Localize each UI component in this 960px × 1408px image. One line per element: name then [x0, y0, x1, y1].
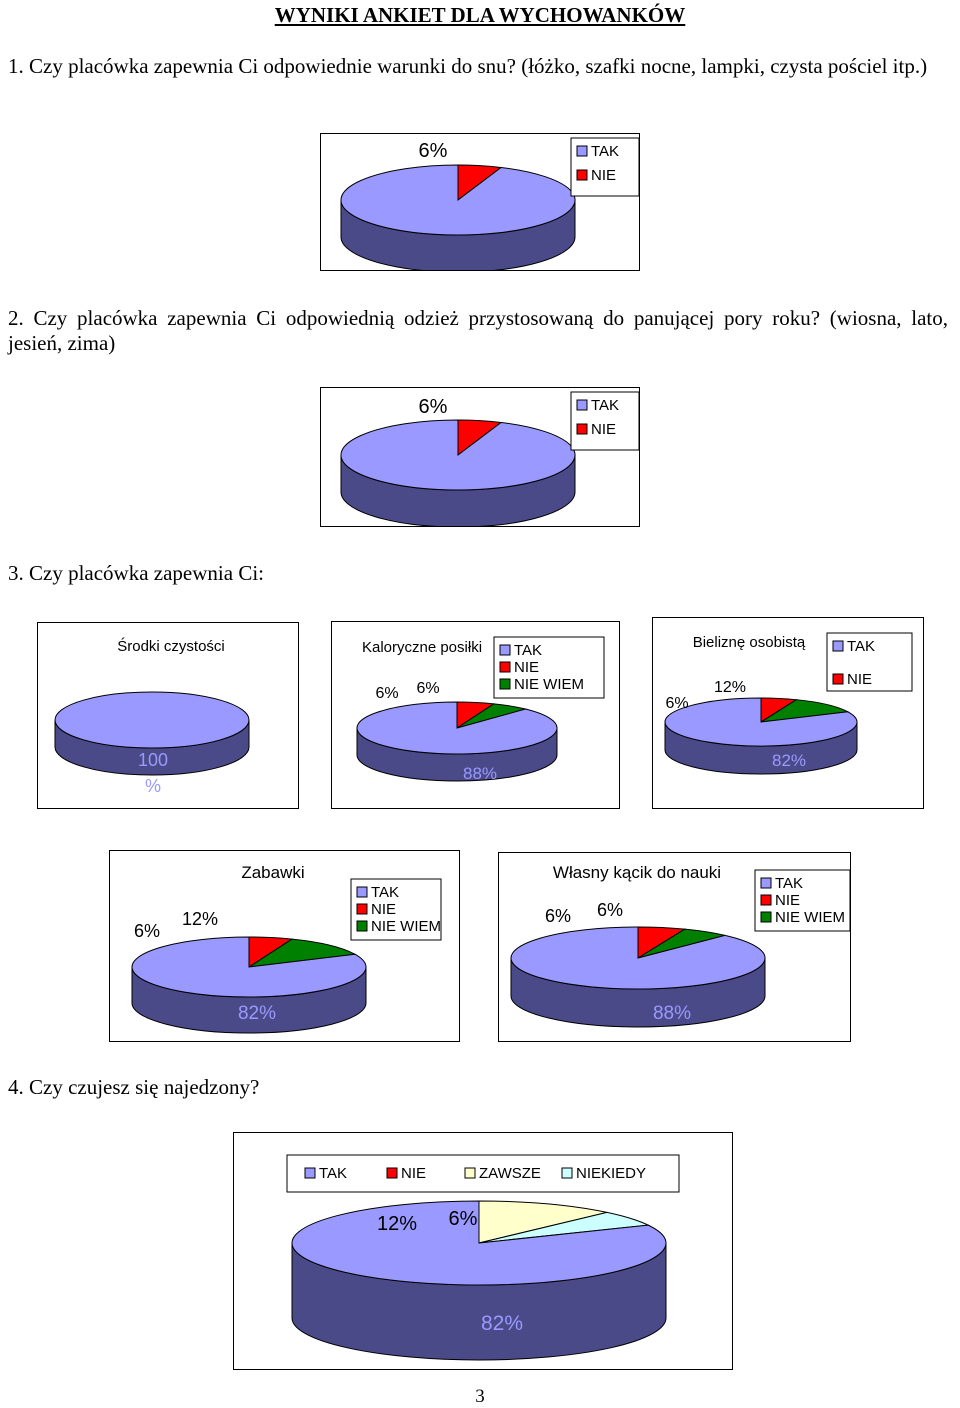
- data-label: 12%: [376, 1213, 418, 1235]
- data-label: 6%: [418, 396, 448, 418]
- legend-label: TAK: [514, 642, 543, 659]
- data-label: 6%: [416, 680, 440, 697]
- legend-swatch: [357, 921, 367, 931]
- legend-swatch: [833, 674, 843, 684]
- data-label: 94%: [446, 495, 486, 516]
- legend-label: TAK: [775, 875, 804, 892]
- pie-chart: [110, 851, 459, 1041]
- data-label: 82%: [771, 751, 807, 770]
- data-label: 12%: [181, 909, 219, 929]
- chart-title: Bieliznę osobistą: [692, 634, 806, 651]
- legend-swatch: [577, 424, 587, 434]
- data-label: 12%: [713, 679, 747, 696]
- data-label: 82%: [237, 1003, 277, 1024]
- chart-title: Środki czystości: [117, 638, 225, 655]
- legend-swatch: [465, 1168, 475, 1178]
- chart-4: [233, 1132, 733, 1370]
- legend-label: NIE WIEM: [371, 918, 441, 935]
- data-label: 88%: [652, 1003, 692, 1024]
- legend-label: NIE WIEM: [514, 676, 584, 693]
- legend-swatch: [761, 912, 771, 922]
- data-label: 6%: [544, 906, 572, 926]
- chart-3d: [109, 850, 460, 1042]
- chart-title: Zabawki: [241, 863, 305, 882]
- pie-slice-tak: [341, 165, 575, 235]
- question-1: 1. Czy placówka zapewnia Ci odpowiednie warunki do snu? (łóżko, szafki nocne, lampki, czysta pościel itp.): [8, 54, 928, 78]
- legend-swatch: [500, 662, 510, 672]
- legend-swatch: [357, 887, 367, 897]
- legend-label: NIE: [591, 421, 617, 438]
- legend-swatch: [577, 170, 587, 180]
- pie-slice-tak: [357, 702, 557, 754]
- page-title: WYNIKI ANKIET DLA WYCHOWANKÓW: [274, 3, 686, 27]
- legend-label: NIE WIEM: [775, 909, 845, 926]
- data-label: 6%: [133, 921, 161, 941]
- pie-chart: [234, 1133, 732, 1369]
- pie-slice-tak: [55, 692, 249, 748]
- chart-3c: [652, 617, 924, 809]
- legend-label: TAK: [591, 143, 620, 160]
- legend-swatch: [357, 904, 367, 914]
- pie-chart: [321, 388, 639, 526]
- legend-swatch: [500, 679, 510, 689]
- legend-swatch: [387, 1168, 397, 1178]
- data-label: %: [144, 776, 162, 796]
- legend-swatch: [577, 146, 587, 156]
- legend-swatch: [577, 400, 587, 410]
- legend-label: NIE: [775, 892, 801, 909]
- page-number: 3: [475, 1386, 485, 1407]
- data-label: 88%: [462, 764, 498, 783]
- pie-chart: [321, 134, 639, 270]
- legend-label: NIEKIEDY: [576, 1165, 647, 1182]
- legend-swatch: [500, 645, 510, 655]
- legend-swatch: [761, 878, 771, 888]
- pie-slice-tak: [341, 420, 575, 490]
- legend-label: NIE: [847, 671, 873, 688]
- question-3: 3. Czy placówka zapewnia Ci:: [8, 561, 264, 585]
- data-label: 6%: [665, 695, 689, 712]
- chart-2: [320, 387, 640, 527]
- legend-label: TAK: [371, 884, 400, 901]
- legend-swatch: [562, 1168, 572, 1178]
- question-4: 4. Czy czujesz się najedzony?: [8, 1075, 260, 1099]
- chart-3b: [331, 621, 620, 809]
- chart-1: [320, 133, 640, 271]
- question-2: 2. Czy placówka zapewnia Ci odpowiednią odzież przystosowaną do panującej pory roku? (wiosna, lato, jesień, zima): [8, 306, 948, 355]
- legend-label: NIE: [401, 1165, 427, 1182]
- pie-chart: [332, 622, 619, 808]
- chart-3a: [37, 622, 299, 809]
- data-label: 6%: [596, 900, 624, 920]
- legend-swatch: [305, 1168, 315, 1178]
- legend-label: ZAWSZE: [479, 1165, 541, 1182]
- legend-label: NIE: [591, 167, 617, 184]
- pie-chart: [499, 853, 850, 1041]
- legend-label: NIE: [371, 901, 397, 918]
- legend-label: TAK: [591, 397, 620, 414]
- data-label: 100: [137, 750, 169, 770]
- data-label: 94%: [446, 240, 486, 261]
- legend-label: TAK: [319, 1165, 348, 1182]
- data-label: 6%: [375, 685, 399, 702]
- legend-swatch: [761, 895, 771, 905]
- pie-slice-tak: [511, 927, 765, 989]
- chart-3e: [498, 852, 851, 1042]
- legend-label: TAK: [847, 638, 876, 655]
- chart-title: Własny kącik do nauki: [552, 863, 722, 882]
- legend-swatch: [833, 641, 843, 651]
- chart-title: Kaloryczne posiłki: [361, 639, 483, 656]
- data-label: 82%: [480, 1312, 524, 1335]
- pie-chart: [653, 618, 923, 808]
- legend-label: NIE: [514, 659, 540, 676]
- data-label: 6%: [448, 1208, 478, 1230]
- pie-chart: [38, 623, 298, 808]
- data-label: 6%: [418, 140, 448, 162]
